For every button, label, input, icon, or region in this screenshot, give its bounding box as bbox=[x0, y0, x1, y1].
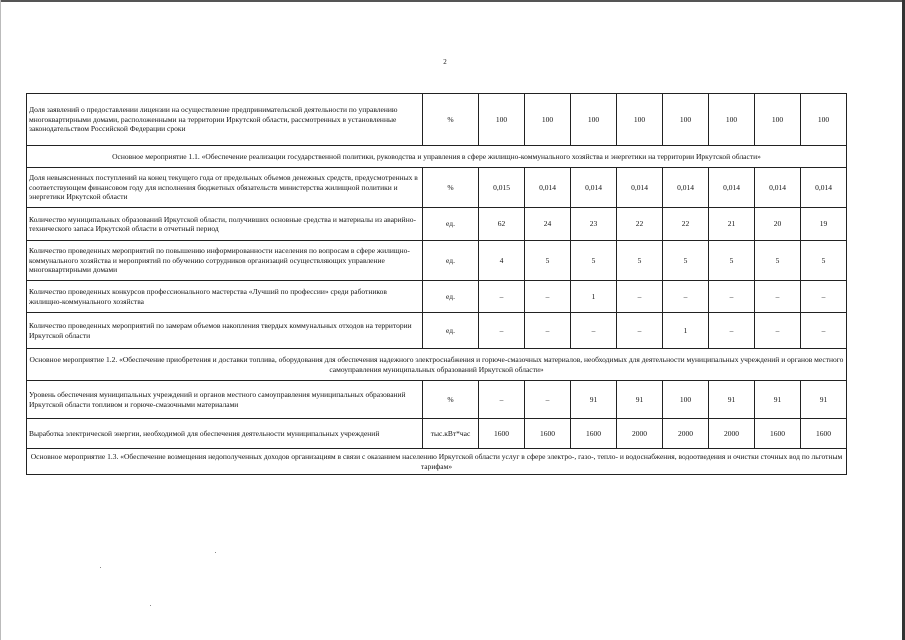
indicator-value: – bbox=[755, 281, 801, 313]
indicator-value: 91 bbox=[571, 381, 617, 419]
indicator-value: – bbox=[479, 381, 525, 419]
indicator-value: 0,015 bbox=[479, 168, 525, 208]
scan-speck bbox=[215, 552, 216, 553]
indicator-value: – bbox=[479, 313, 525, 349]
indicator-value: 100 bbox=[617, 94, 663, 146]
indicator-value: – bbox=[617, 313, 663, 349]
indicator-value: 1 bbox=[571, 281, 617, 313]
indicator-value: 0,014 bbox=[617, 168, 663, 208]
indicator-name: Количество проведенных конкурсов профессионального мастерства «Лучший по профессии» среди работников жилищно-коммунального хозяйства bbox=[27, 281, 423, 313]
indicator-value: 2000 bbox=[663, 419, 709, 449]
indicator-name: Уровень обеспечения муниципальных учреждений и органов местного самоуправления муниципальных образований Иркутской области топливом и горюче-смазочными материалами bbox=[27, 381, 423, 419]
indicator-value: 1600 bbox=[571, 419, 617, 449]
indicator-name: Доля невыясненных поступлений на конец текущего года от предельных объемов денежных средств, предусмотренных в соответствующем финансовом году для исполнения бюджетных обязательств министерства жилищной политики и энергетики Иркутской области bbox=[27, 168, 423, 208]
indicator-unit: % bbox=[423, 168, 479, 208]
page-number: 2 bbox=[443, 58, 447, 66]
indicator-unit: ед. bbox=[423, 241, 479, 281]
indicator-value: 91 bbox=[801, 381, 847, 419]
indicator-unit: % bbox=[423, 381, 479, 419]
indicator-value: 19 bbox=[801, 208, 847, 241]
indicator-value: – bbox=[525, 381, 571, 419]
indicator-value: 2000 bbox=[617, 419, 663, 449]
indicator-value: – bbox=[525, 313, 571, 349]
indicator-name: Количество муниципальных образований Иркутской области, получивших основные средства и материалы из аварийно-технического запаса Иркутской области в отчетный период bbox=[27, 208, 423, 241]
indicator-value: – bbox=[709, 313, 755, 349]
section-row bbox=[27, 449, 847, 475]
table-row bbox=[27, 168, 847, 208]
section-row bbox=[27, 349, 847, 381]
section-title: Основное мероприятие 1.2. «Обеспечение приобретения и доставки топлива, оборудования для обеспечения надежного электроснабжения и горюче-смазочных материалов, необходимых для деятельности муниципальных учреждений и органов местного самоуправления муниципальных образований Иркутской области» bbox=[27, 349, 847, 381]
indicator-value: 22 bbox=[617, 208, 663, 241]
table-row bbox=[27, 313, 847, 349]
table-row bbox=[27, 419, 847, 449]
indicator-unit: ед. bbox=[423, 281, 479, 313]
indicator-value: 5 bbox=[801, 241, 847, 281]
indicator-value: – bbox=[663, 281, 709, 313]
indicator-value: 5 bbox=[525, 241, 571, 281]
indicator-value: 62 bbox=[479, 208, 525, 241]
section-row bbox=[27, 146, 847, 168]
indicator-value: 5 bbox=[755, 241, 801, 281]
indicator-value: 22 bbox=[663, 208, 709, 241]
table-row bbox=[27, 241, 847, 281]
indicator-value: 100 bbox=[663, 381, 709, 419]
indicator-value: 1600 bbox=[525, 419, 571, 449]
section-title: Основное мероприятие 1.1. «Обеспечение реализации государственной политики, руководства и управления в сфере жилищно-коммунального хозяйства и энергетики на территории Иркутской области» bbox=[27, 146, 847, 168]
indicator-value: – bbox=[755, 313, 801, 349]
indicator-value: 100 bbox=[525, 94, 571, 146]
section-title: Основное мероприятие 1.3. «Обеспечение возмещения недополученных доходов организациям в связи с оказанием населению Иркутской области услуг в сфере электро-, газо-, тепло- и водоснабжения, водоотведения и очистки сточных вод по льготным тарифам» bbox=[27, 449, 847, 475]
indicator-value: 5 bbox=[709, 241, 755, 281]
indicator-value: 0,014 bbox=[571, 168, 617, 208]
indicator-value: 100 bbox=[755, 94, 801, 146]
indicator-unit: % bbox=[423, 94, 479, 146]
indicator-value: 100 bbox=[709, 94, 755, 146]
indicator-value: – bbox=[571, 313, 617, 349]
indicator-value: – bbox=[709, 281, 755, 313]
indicator-value: 1 bbox=[663, 313, 709, 349]
indicator-value: 4 bbox=[479, 241, 525, 281]
indicator-unit: ед. bbox=[423, 208, 479, 241]
indicator-value: 1600 bbox=[801, 419, 847, 449]
indicator-value: 91 bbox=[709, 381, 755, 419]
indicator-name: Количество проведенных мероприятий по повышению информированности населения по вопросам в сфере жилищно-коммунального хозяйства и мероприятий по обучению сотрудников организаций осуществляющих управление многоквартирными домами bbox=[27, 241, 423, 281]
indicator-value: – bbox=[801, 313, 847, 349]
indicator-value: 100 bbox=[479, 94, 525, 146]
indicator-value: 0,014 bbox=[709, 168, 755, 208]
indicator-value: 20 bbox=[755, 208, 801, 241]
table-row bbox=[27, 281, 847, 313]
table-row bbox=[27, 381, 847, 419]
scan-speck bbox=[100, 567, 101, 568]
indicator-name: Доля заявлений о предоставлении лицензии на осуществление предпринимательской деятельности по управлению многоквартирными домами, расположенными на территории Иркутской области, рассмотренных в установленные законодательством Российской Федерации сроки bbox=[27, 94, 423, 146]
indicator-value: – bbox=[801, 281, 847, 313]
indicator-value: 91 bbox=[617, 381, 663, 419]
indicator-value: 5 bbox=[617, 241, 663, 281]
indicator-value: 24 bbox=[525, 208, 571, 241]
indicator-unit: тыс.кВт*час bbox=[423, 419, 479, 449]
indicator-value: 0,014 bbox=[525, 168, 571, 208]
indicator-name: Выработка электрической энергии, необходимой для обеспечения деятельности муниципальных учреждений bbox=[27, 419, 423, 449]
indicators-table bbox=[26, 93, 847, 475]
scan-speck bbox=[150, 605, 151, 606]
indicator-value: 0,014 bbox=[801, 168, 847, 208]
indicator-value: 2000 bbox=[709, 419, 755, 449]
indicator-value: – bbox=[617, 281, 663, 313]
indicator-value: 100 bbox=[663, 94, 709, 146]
indicator-value: 100 bbox=[571, 94, 617, 146]
indicator-value: 5 bbox=[663, 241, 709, 281]
indicator-value: 1600 bbox=[755, 419, 801, 449]
indicator-value: – bbox=[479, 281, 525, 313]
indicator-value: 23 bbox=[571, 208, 617, 241]
indicator-name: Количество проведенных мероприятий по замерам объемов накопления твердых коммунальных отходов на территории Иркутской области bbox=[27, 313, 423, 349]
indicator-value: 21 bbox=[709, 208, 755, 241]
indicator-value: – bbox=[525, 281, 571, 313]
scan-top-edge bbox=[0, 0, 905, 2]
table-row bbox=[27, 94, 847, 146]
scan-left-edge bbox=[0, 0, 1, 640]
indicator-value: 0,014 bbox=[663, 168, 709, 208]
indicator-value: 91 bbox=[755, 381, 801, 419]
indicator-value: 0,014 bbox=[755, 168, 801, 208]
indicator-value: 100 bbox=[801, 94, 847, 146]
indicator-unit: ед. bbox=[423, 313, 479, 349]
indicator-value: 1600 bbox=[479, 419, 525, 449]
table-row bbox=[27, 208, 847, 241]
indicator-value: 5 bbox=[571, 241, 617, 281]
